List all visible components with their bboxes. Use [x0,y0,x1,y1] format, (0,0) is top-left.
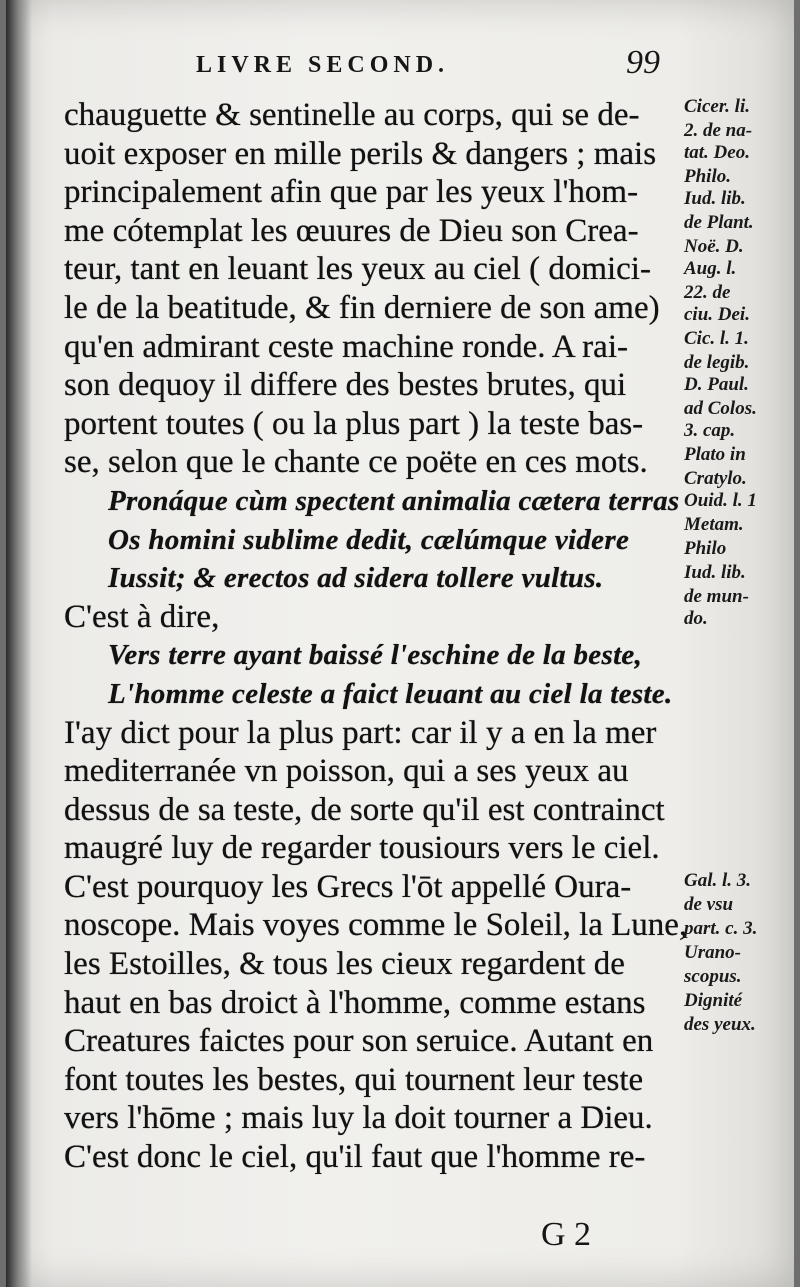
margin-note: Dignité [684,990,743,1011]
text-line: I'ay dict pour la plus part: car il y a en la mer [64,714,657,751]
text-line: teur, tant en leuant les yeux au ciel ( domici- [64,251,651,288]
text-line: noscope. Mais voyes comme le Soleil, la Lune, [64,907,688,944]
margin-note: Urano- [684,942,742,963]
margin-note: 3. cap. [684,420,736,441]
margin-note: Metam. [684,514,744,535]
text-line: son dequoy il differe des bestes brutes, qui [64,367,627,404]
text-line: me cótemplat les œuures de Dieu son Crea- [64,212,639,249]
page-number: 99 [626,44,660,81]
text-line: C'est donc le ciel, qu'il faut que l'homme re- [64,1139,646,1176]
text-line: qu'en admirant ceste machine ronde. A rai- [64,328,628,365]
text-line: L'homme celeste a faict leuant au ciel la teste. [108,677,673,710]
margin-note: D. Paul. [684,374,749,395]
text-line: principalement afin que par les yeux l'hom- [64,174,639,211]
text-line: Vers terre ayant baissé l'eschine de la beste, [108,639,643,672]
text-line: Pronáque cùm spectent animalia cætera terras [108,484,680,517]
text-line: mediterranée vn poisson, qui a ses yeux au [64,753,629,790]
margin-note: part. c. 3. [684,918,758,939]
text-line: dessus de sa teste, de sorte qu'il est contrainct [64,791,665,828]
margin-note: ad Colos. [684,398,757,419]
margin-note: Aug. l. [684,258,737,279]
text-line: les Estoilles, & tous les cieux regardent de [64,946,625,983]
margin-note: Cicer. li. [684,96,750,117]
running-title: LIVRE SECOND. [196,52,450,78]
margin-note: ciu. Dei. [684,304,750,325]
margin-note: Cic. l. 1. [684,328,749,349]
margin-note: Noë. D. [684,236,744,257]
text-line: C'est pourquoy les Grecs l'ōt appellé Oura- [64,868,632,905]
margin-note: Iud. lib. [684,562,746,583]
margin-note: Cratylo. [684,468,747,489]
body-text [64,96,692,1177]
margin-note: 2. de na- [684,120,753,141]
text-line: portent toutes ( ou la plus part ) la teste bas- [64,405,644,442]
text-line: C'est à dire, [64,598,220,635]
margin-note: scopus. [684,966,742,987]
margin-note: Philo [684,538,727,559]
page-gutter-shadow [6,0,32,1287]
margin-note: Philo. [684,166,731,187]
text-line: Iussit; & erectos ad sidera tollere vultus. [108,562,604,595]
signature-mark: G 2 [541,1216,592,1253]
text-line: haut en bas droict à l'homme, comme estans [64,984,646,1021]
margin-note: do. [684,608,708,629]
text-line: vers l'hōme ; mais luy la doit tourner a Dieu. [64,1100,653,1137]
margin-note: des yeux. [684,1014,756,1035]
margin-note: 22. de [684,282,731,303]
text-line: Os homini sublime dedit, cælúmque videre [108,523,630,556]
margin-note: de mun- [684,586,749,607]
text-line: uoit exposer en mille perils & dangers ; mais [64,135,657,172]
book-page [6,0,794,1287]
margin-note: Gal. l. 3. [684,870,752,891]
page-header [196,44,676,88]
margin-note: de Plant. [684,212,754,233]
text-line: le de la beatitude, & fin derniere de son ame) [64,289,660,326]
text-line: se, selon que le chante ce poëte en ces mots. [64,444,648,481]
text-line: chauguette & sentinelle au corps, qui se de- [64,97,640,133]
margin-note: Iud. lib. [684,188,746,209]
text-line: maugré luy de regarder tousiours vers le ciel. [64,830,660,867]
text-line: Creatures faictes pour son seruice. Autant en [64,1023,654,1060]
margin-note: Plato in [684,444,746,465]
margin-note: Ouid. l. 1 [684,490,757,511]
margin-note: de legib. [684,352,750,373]
text-line: font toutes les bestes, qui tournent leur teste [64,1061,644,1098]
margin-note: de vsu [684,894,734,915]
margin-note: tat. Deo. [684,142,750,163]
